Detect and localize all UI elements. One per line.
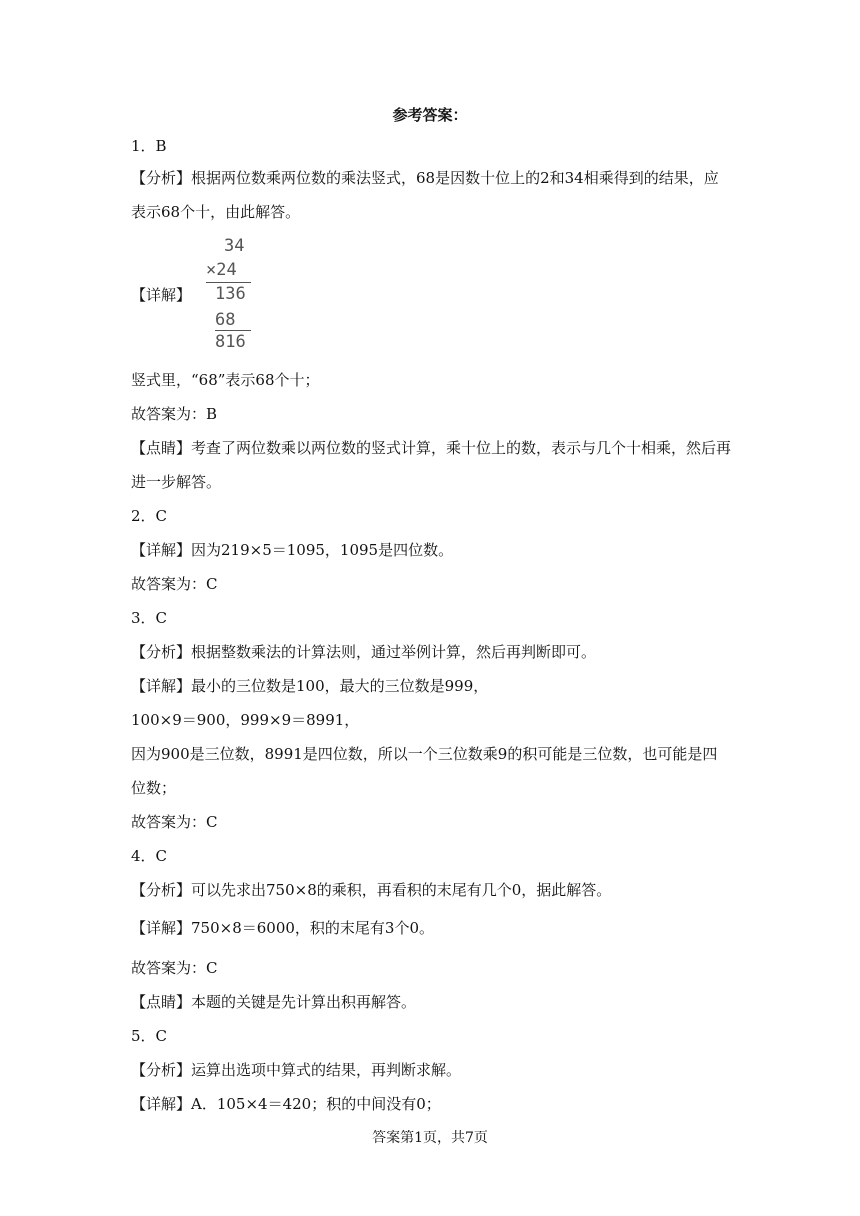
text-line: 位数； bbox=[131, 779, 177, 797]
partial-product-1: 136 bbox=[215, 284, 246, 304]
text-line: 因为900是三位数，8991是四位数，所以一个三位数乘9的积可能是三位数，也可能是四 bbox=[131, 745, 718, 763]
text-line: 2．C bbox=[131, 507, 168, 525]
text-line: 竖式里，“68”表示68个十； bbox=[131, 371, 320, 389]
text-line: 【点睛】考查了两位数乘以两位数的竖式计算，乘十位上的数，表示与几个十相乘，然后再 bbox=[131, 439, 732, 457]
text-line: 故答案为：C bbox=[131, 575, 218, 593]
text-line: 【分析】根据整数乘法的计算法则，通过举例计算，然后再判断即可。 bbox=[131, 643, 597, 661]
page-title: 参考答案： bbox=[392, 106, 468, 124]
text-line: 100×9＝900，999×9＝8991， bbox=[131, 711, 360, 729]
calc-rule bbox=[206, 282, 251, 283]
multiplier: ×24 bbox=[206, 260, 237, 280]
calc-rule bbox=[215, 330, 251, 331]
text-line: 【详解】 bbox=[131, 286, 192, 304]
text-line: 故答案为：C bbox=[131, 813, 218, 831]
text-line: 表示68个十，由此解答。 bbox=[131, 203, 301, 221]
final-product: 816 bbox=[215, 332, 246, 352]
partial-product-2: 68 bbox=[215, 310, 236, 330]
text-line: 故答案为：C bbox=[131, 959, 218, 977]
text-line: 【分析】可以先求出750×8的乘积，再看积的末尾有几个0，据此解答。 bbox=[131, 881, 612, 899]
page-footer: 答案第1页，共7页 bbox=[372, 1130, 488, 1146]
multiplicand: 34 bbox=[224, 236, 245, 256]
text-line: 5．C bbox=[131, 1027, 168, 1045]
text-line: 【分析】运算出选项中算式的结果，再判断求解。 bbox=[131, 1061, 462, 1079]
text-line: 【点睛】本题的关键是先计算出积再解答。 bbox=[131, 993, 417, 1011]
text-line: 1．B bbox=[131, 137, 167, 155]
text-line: 【详解】750×8＝6000，积的末尾有3个0。 bbox=[131, 919, 435, 937]
text-line: 故答案为：B bbox=[131, 405, 218, 423]
text-line: 进一步解答。 bbox=[131, 473, 222, 491]
text-line: 【详解】因为219×5＝1095，1095是四位数。 bbox=[131, 541, 454, 559]
text-line: 4．C bbox=[131, 847, 168, 865]
text-line: 【详解】最小的三位数是100，最大的三位数是999， bbox=[131, 677, 489, 695]
text-line: 3．C bbox=[131, 609, 168, 627]
vertical-multiplication-image bbox=[200, 236, 270, 354]
text-line: 【详解】A．105×4＝420；积的中间没有0； bbox=[131, 1095, 441, 1113]
text-line: 【分析】根据两位数乘两位数的乘法竖式，68是因数十位上的2和34相乘得到的结果，应 bbox=[131, 169, 719, 187]
